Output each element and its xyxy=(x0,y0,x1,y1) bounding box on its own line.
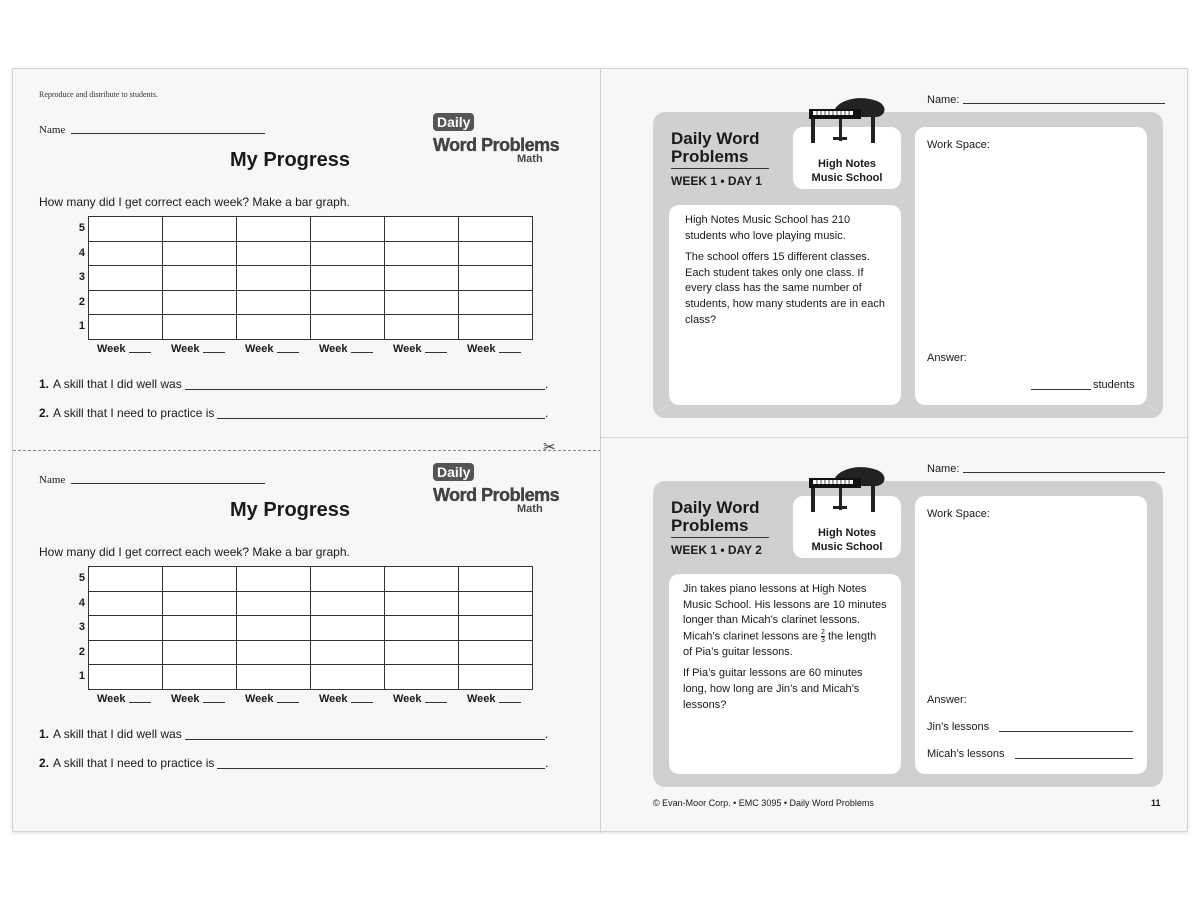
week-label[interactable] xyxy=(467,693,521,705)
word-problem-card-day2 xyxy=(601,438,1189,833)
week-text: Week xyxy=(467,693,496,705)
bar-graph-grid[interactable] xyxy=(88,216,533,340)
name-label: Name: xyxy=(927,463,960,475)
school-name xyxy=(793,526,901,554)
answer-label: Answer: xyxy=(927,694,967,706)
week-text: Week xyxy=(171,343,200,355)
graph-prompt: How many did I get correct each week? Make a bar graph. xyxy=(39,545,350,559)
right-page xyxy=(601,69,1189,833)
name-label: Name xyxy=(39,124,66,136)
week-text: Week xyxy=(245,343,274,355)
book-spread xyxy=(12,68,1188,832)
work-space-label: Work Space: xyxy=(927,139,990,151)
week-label[interactable] xyxy=(97,343,151,355)
name-line[interactable] xyxy=(963,103,1165,104)
week-text: Week xyxy=(319,343,348,355)
y-label-3: 3 xyxy=(78,271,85,283)
skill-did-well xyxy=(39,377,182,391)
logo-math: Math xyxy=(517,503,543,515)
skill-text: A skill that I need to practice is xyxy=(53,756,215,770)
school-line-2: Music School xyxy=(811,172,883,184)
skill-to-practice xyxy=(39,406,214,420)
logo-daily: Daily xyxy=(433,463,474,481)
week-label[interactable] xyxy=(171,343,225,355)
week-day-label: WEEK 1 • DAY 2 xyxy=(671,543,762,557)
card-title xyxy=(671,130,759,166)
jins-lessons-label: Jin’s lessons xyxy=(927,721,990,733)
story-paragraph-2: If Pia’s guitar lessons are 60 minutes long, how long are Jin’s and Micah’s lessons? xyxy=(683,667,863,711)
week-blank[interactable] xyxy=(277,702,299,703)
y-label-4: 4 xyxy=(78,597,85,609)
grand-piano-icon xyxy=(805,95,889,147)
logo-word-problems: Word Problems xyxy=(433,135,560,155)
skill-number: 1. xyxy=(39,727,50,741)
skill-number: 2. xyxy=(39,406,50,420)
story-box xyxy=(669,205,901,405)
school-name xyxy=(793,157,901,185)
skill-to-practice-line[interactable] xyxy=(217,768,545,769)
week-blank[interactable] xyxy=(425,352,447,353)
jins-lessons-line[interactable] xyxy=(999,731,1133,732)
skill-number: 1. xyxy=(39,377,50,391)
work-space-label: Work Space: xyxy=(927,508,990,520)
week-label[interactable] xyxy=(245,343,299,355)
title-rule xyxy=(671,537,769,538)
answer-label: Answer: xyxy=(927,352,967,364)
answer-unit: students xyxy=(1093,379,1135,391)
skill-period: . xyxy=(545,377,549,391)
week-label[interactable] xyxy=(319,343,373,355)
answer-line[interactable] xyxy=(1031,389,1091,390)
grand-piano-icon xyxy=(805,464,889,516)
card-title xyxy=(671,499,759,535)
week-blank[interactable] xyxy=(277,352,299,353)
y-label-5: 5 xyxy=(78,222,85,234)
logo-daily: Daily xyxy=(433,113,474,131)
week-label[interactable] xyxy=(245,693,299,705)
name-line[interactable] xyxy=(71,133,265,134)
logo-word-problems: Word Problems xyxy=(433,485,560,505)
week-text: Week xyxy=(245,693,274,705)
week-text: Week xyxy=(393,343,422,355)
school-line-1: High Notes xyxy=(817,158,877,170)
week-blank[interactable] xyxy=(499,702,521,703)
skill-did-well xyxy=(39,727,182,741)
daily-word-problems-logo xyxy=(433,463,560,521)
skill-did-well-line[interactable] xyxy=(185,739,545,740)
story-text-before: Jin takes piano lessons at High Notes Music School. His lessons are 10 minutes longer than Micah’s clarinet lessons. Micah’s clarinet lessons are xyxy=(683,583,887,643)
name-label: Name xyxy=(39,474,66,486)
y-label-1: 1 xyxy=(78,670,85,682)
week-label[interactable] xyxy=(393,343,447,355)
page-title: My Progress xyxy=(230,149,351,171)
title-line-2: Problems xyxy=(671,147,749,166)
week-blank[interactable] xyxy=(499,352,521,353)
week-text: Week xyxy=(393,693,422,705)
story-paragraph-1 xyxy=(683,582,887,660)
y-label-5: 5 xyxy=(78,572,85,584)
skill-to-practice xyxy=(39,756,214,770)
page-title: My Progress xyxy=(230,499,351,521)
title-rule xyxy=(671,168,769,169)
scissors-icon: ✂ xyxy=(543,439,556,456)
week-blank[interactable] xyxy=(351,702,373,703)
left-page xyxy=(13,69,601,833)
week-label[interactable] xyxy=(467,343,521,355)
y-label-2: 2 xyxy=(78,296,85,308)
week-text: Week xyxy=(97,343,126,355)
bar-graph-grid[interactable] xyxy=(88,566,533,690)
micahs-lessons-label: Micah’s lessons xyxy=(927,748,1005,760)
week-label[interactable] xyxy=(319,693,373,705)
story-paragraph-1: High Notes Music School has 210 students who love playing music. xyxy=(685,214,851,242)
fraction-numerator: 2 xyxy=(820,628,825,636)
week-blank[interactable] xyxy=(425,702,447,703)
story-box xyxy=(669,574,901,774)
skill-text: A skill that I did well was xyxy=(53,377,182,391)
week-text: Week xyxy=(171,693,200,705)
footer-copyright: © Evan-Moor Corp. • EMC 3095 • Daily Word Problems xyxy=(653,798,874,808)
y-label-2: 2 xyxy=(78,646,85,658)
word-problem-card-day1 xyxy=(601,69,1189,437)
graph-prompt: How many did I get correct each week? Make a bar graph. xyxy=(39,195,350,209)
week-blank[interactable] xyxy=(129,352,151,353)
name-line[interactable] xyxy=(963,472,1165,473)
page-number: 11 xyxy=(1151,798,1161,808)
skill-text: A skill that I did well was xyxy=(53,727,182,741)
title-line-2: Problems xyxy=(671,516,749,535)
y-label-4: 4 xyxy=(78,247,85,259)
skill-number: 2. xyxy=(39,756,50,770)
reproduce-note: Reproduce and distribute to students. xyxy=(39,90,158,99)
week-blank[interactable] xyxy=(203,702,225,703)
week-text: Week xyxy=(467,343,496,355)
progress-worksheet-bottom xyxy=(13,419,601,799)
skill-period: . xyxy=(545,406,549,420)
skill-did-well-line[interactable] xyxy=(185,389,545,390)
school-line-2: Music School xyxy=(811,541,883,553)
week-text: Week xyxy=(97,693,126,705)
progress-worksheet-top xyxy=(13,69,601,449)
story-text-after: the length of Pia’s guitar lessons. xyxy=(683,630,877,658)
name-label: Name: xyxy=(927,94,960,106)
week-label[interactable] xyxy=(97,693,151,705)
fraction xyxy=(821,629,825,644)
week-blank[interactable] xyxy=(351,352,373,353)
week-label[interactable] xyxy=(171,693,225,705)
week-label[interactable] xyxy=(393,693,447,705)
y-label-3: 3 xyxy=(78,621,85,633)
week-blank[interactable] xyxy=(203,352,225,353)
week-text: Week xyxy=(319,693,348,705)
name-line[interactable] xyxy=(71,483,265,484)
y-label-1: 1 xyxy=(78,320,85,332)
story-paragraph-2: The school offers 15 different classes. Each student takes only one class. If every class has the same number of students, how many students are in each class? xyxy=(685,251,885,326)
title-line-1: Daily Word xyxy=(671,498,760,517)
logo-math: Math xyxy=(517,153,543,165)
fraction-denominator: 3 xyxy=(820,636,825,644)
title-line-1: Daily Word xyxy=(671,129,760,148)
skill-text: A skill that I need to practice is xyxy=(53,406,215,420)
week-blank[interactable] xyxy=(129,702,151,703)
daily-word-problems-logo xyxy=(433,113,560,171)
skill-period: . xyxy=(545,756,549,770)
micahs-lessons-line[interactable] xyxy=(1015,758,1133,759)
week-day-label: WEEK 1 • DAY 1 xyxy=(671,174,762,188)
skill-period: . xyxy=(545,727,549,741)
school-line-1: High Notes xyxy=(817,527,877,539)
